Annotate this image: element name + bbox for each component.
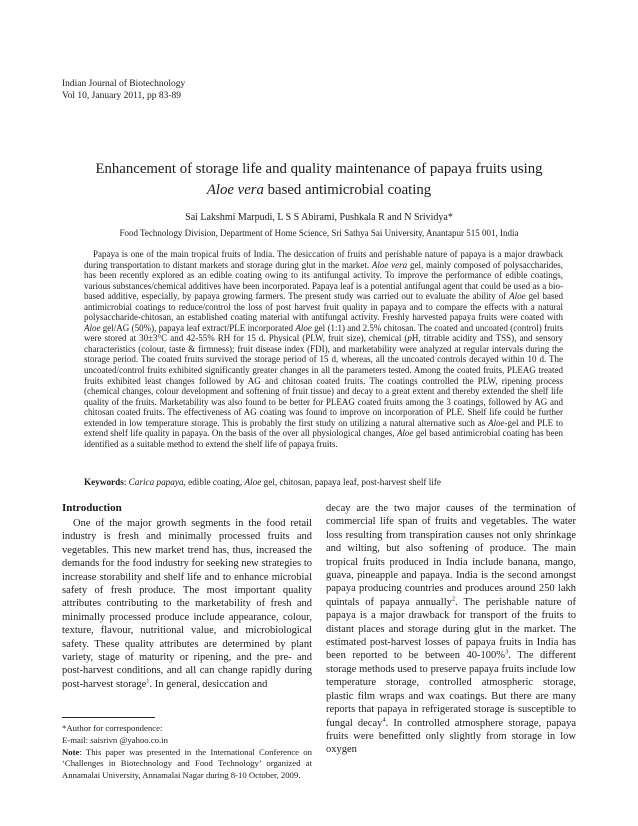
- keywords-line: Keywords: Carica papaya, edible coating, Aloe gel, chitosan, papaya leaf, post-harvest shelf life: [84, 477, 441, 487]
- right-column: [326, 502, 576, 794]
- footnote-email: E-mail: saisrivn @yahoo.co.in: [62, 734, 168, 745]
- journal-masthead: [62, 78, 185, 102]
- journal-name: Indian Journal of Biotechnology: [62, 79, 186, 89]
- article-title-line1: Enhancement of storage life and quality maintenance of papaya fruits using: [95, 161, 543, 177]
- left-column: [62, 501, 312, 715]
- author-list: Sai Lakshmi Marpudi, L S S Abirami, Pushkala R and N Srividya*: [185, 212, 453, 223]
- footnote-note: Note: This paper was presented in the International Conference on ‘Challenges in Biotechnology and Food Technology’ organized at Annamalai University, Annamalai Nagar during 8-10 October, 2009.: [62, 746, 312, 781]
- right-column-paragraph: decay are the two major causes of the termination of commercial life span of fruits and vegetables. The water loss resulting from transpiration causes not only shrinkage and wilting, but also softening of produce. The main tropical fruits produced in India include banana, mango, guava, pineapple and papaya. India is the second amongst papaya producing countries and produces around 250 lakh quintals of papaya annually$^2$. The perishable nature of papaya is a major drawback for transport of the fruits to distant places and storage during glut in the market. The estimated post-harvest losses of papaya fruits in India has been reported to be between 40-100%$^3$. The different storage methods used to preserve papaya fruits include low temperature storage, controlled atmospheric storage, plastic film wraps and wax coatings. But there are many reports that papaya in refrigerated storage is susceptible to fungal decay$^4$. In controlled atmosphere storage, papaya fruits were benefitted only slightly from storage in low oxygen: [326, 503, 576, 756]
- footnote-block: [62, 723, 312, 782]
- footnote-correspondence: *Author for correspondence:: [62, 723, 163, 733]
- article-title: [0, 159, 638, 200]
- introduction-paragraph: One of the major growth segments in the food retail industry is fresh and minimally processed fruits and vegetables. This new market trend has, thus, increased the demands for the food industry for seeking new strategies to increase storability and shelf life and to enhance microbial safety of fresh produce. The most important quality attributes contributing to the marketability of fresh and minimally processed produce include appearance, colour, texture, flavour, nutritional value, and microbiological safety. These quality attributes are determined by plant variety, stage of maturity or ripening, and the pre- and post-harvest conditions, and all can change rapidly during post-harvest storage$^1$. In general, desiccation and: [62, 518, 312, 690]
- author-affiliation: Food Technology Division, Department of Home Science, Sri Sathya Sai University, Anantapur 515 001, India: [119, 228, 519, 238]
- journal-issue-line: Vol 10, January 2011, pp 83-89: [62, 91, 182, 101]
- section-heading-introduction: Introduction: [62, 502, 122, 514]
- article-title-line2: Aloe vera based antimicrobial coating: [206, 181, 432, 198]
- abstract-paragraph: Papaya is one of the main tropical fruits of India. The desiccation of fruits and perishable nature of papaya is a major drawback during transportation to distant markets and storage during glut in the market. Aloe vera gel, mainly composed of polysaccharides, has been recently explored as an edible coating owing to its antifungal activity. To improve the performance of edible coatings, various substances/chemical additives have been incorporated. Papaya leaf is a potential antifungal agent that could be used as a bio-based additive, especially, by papaya growing farmers. The present study was carried out to evaluate the ability of Aloe gel based antimicrobial coatings to reduce/control the loss of post harvest fruit quality in papaya and to compare the effects with a natural polysaccharide-chitosan, an established coating material with antifungal activity. Freshly harvested papaya fruits were coated with Aloe gel/AG (50%), papaya leaf extract/PLE incorporated Aloe gel (1:1) and 2.5% chitosan. The coated and uncoated (control) fruits were stored at 30±3°C and 42-55% RH for 15 d. Physical (PLW, fruit size), chemical (pH, titrable acidity and TSS), and sensory characteristics (colour, taste & firmness); fruit disease index (FDI), and marketability were analyzed at regular intervals during the storage period. The coated fruits survived the storage period of 15 d, whereas, all the uncoated controls decayed within 10 d. The uncoated/control fruits exhibited significantly greater changes in all the parameters tested. Among the coated fruits, PLEAG treated fruits exhibited least changes followed by AG and chitosan coated fruits. The coatings controlled the PLW, ripening process (chemical changes, colour development and softening of fruit tissue) and decay to a great extent and thereby extended the shelf life quality of the fruits. Marketability was also found to be better for PLEAG coated fruits among the 3 coatings, followed by AG and chitosan coated fruits. The effectiveness of AG coating was found to improve on incorporation of PLE. Shelf life could be further extended in low temperature storage. This is probably the first study on utilizing a natural alternative such as Aloe-gel and PLE to extend shelf life quality in papaya. On the basis of the over all physiological changes, Aloe gel based antimicrobial coating has been identified as a suitable method to extend the shelf life of papaya fruits.: [84, 249, 563, 449]
- footnote-divider: [62, 717, 155, 718]
